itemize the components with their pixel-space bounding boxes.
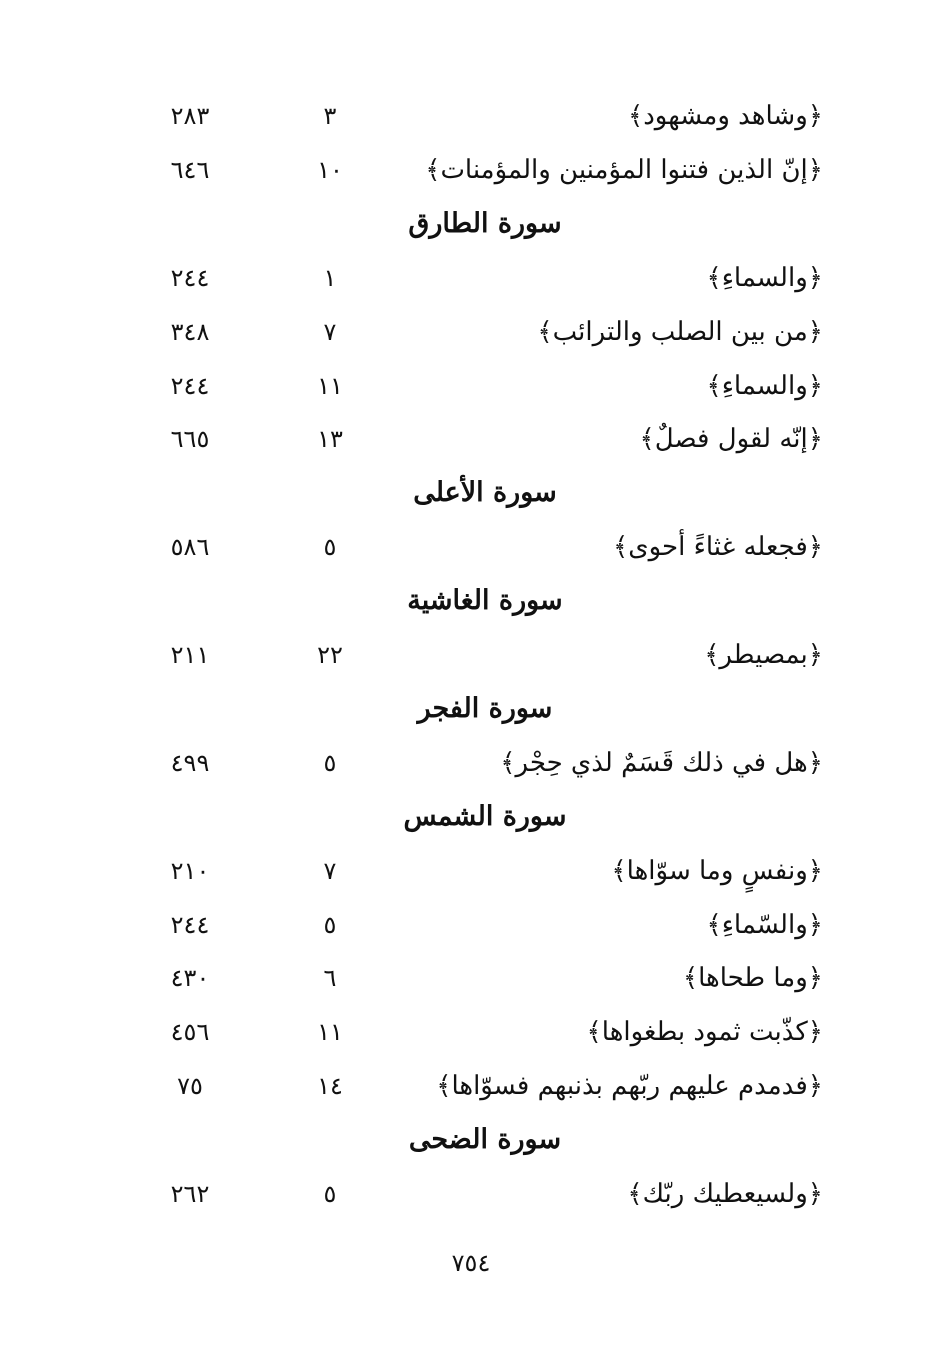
surah-title: سورة الضحى (408, 1124, 562, 1155)
ayah-number: ٥ (323, 749, 337, 777)
index-entry (0, 413, 943, 465)
verse-quote (613, 521, 823, 573)
page-reference: ٦٦٥ (170, 425, 210, 453)
index-entry (0, 360, 943, 412)
ayah-number: ١٠ (317, 156, 343, 184)
ayah-number: ٢٢ (317, 641, 343, 669)
index-entry (0, 1168, 943, 1220)
ornate-bracket-close-icon: ﴾ (706, 910, 722, 940)
index-entry (0, 90, 943, 142)
ornate-bracket-close-icon: ﴾ (627, 1179, 643, 1209)
page-reference: ٢١١ (170, 641, 210, 669)
ornate-bracket-close-icon: ﴾ (537, 317, 553, 347)
surah-title: سورة الشمس (403, 801, 567, 832)
index-entry (0, 952, 943, 1004)
ornate-bracket-open-icon: ﴿ (807, 856, 823, 886)
verse-text: ولسيعطيك ربّك (642, 1179, 808, 1209)
ornate-bracket-open-icon: ﴿ (807, 155, 823, 185)
surah-heading (0, 791, 943, 843)
verse-quote (587, 1006, 823, 1058)
ayah-number: ١١ (317, 372, 343, 400)
ornate-bracket-close-icon: ﴾ (706, 371, 722, 401)
verse-quote (537, 306, 823, 358)
page-reference: ٢٤٤ (170, 264, 210, 292)
ayah-number: ١ (323, 264, 337, 292)
verse-text: فجعله غثاءً أحوى (628, 532, 808, 562)
surah-title: سورة الطارق (408, 208, 562, 239)
surah-title: سورة الغاشية (407, 585, 563, 616)
ornate-bracket-open-icon: ﴿ (807, 424, 823, 454)
verse-text: هل في ذلك قَسَمٌ لذي حِجْر (515, 748, 808, 778)
ornate-bracket-close-icon: ﴾ (682, 963, 699, 993)
verse-quote (704, 629, 823, 681)
index-entry (0, 737, 943, 789)
ornate-bracket-open-icon: ﴿ (807, 1179, 823, 1209)
ornate-bracket-open-icon: ﴿ (807, 1071, 823, 1101)
index-entry (0, 306, 943, 358)
ayah-number: ٥ (323, 911, 337, 939)
index-entry (0, 1006, 943, 1058)
index-entry (0, 252, 943, 304)
ornate-bracket-close-icon: ﴾ (706, 263, 722, 293)
index-entry (0, 1060, 943, 1112)
ornate-bracket-close-icon: ﴾ (611, 856, 627, 886)
surah-heading (0, 683, 943, 735)
ayah-number: ٧ (323, 857, 337, 885)
index-entry (0, 899, 943, 951)
verse-quote (425, 144, 823, 196)
ornate-bracket-open-icon: ﴿ (807, 748, 823, 778)
ornate-bracket-close-icon: ﴾ (639, 424, 655, 454)
surah-heading (0, 1114, 943, 1166)
ayah-number: ١١ (317, 1018, 343, 1046)
page-reference: ٢٤٤ (170, 372, 210, 400)
page-reference: ٤٥٦ (170, 1018, 210, 1046)
index-entry (0, 845, 943, 897)
surah-title: سورة الأعلى (413, 477, 557, 508)
page-reference: ٢٦٢ (170, 1180, 210, 1208)
page-reference: ٢٤٤ (170, 911, 210, 939)
ornate-bracket-open-icon: ﴿ (807, 963, 823, 993)
ornate-bracket-close-icon: ﴾ (425, 155, 441, 185)
ayah-number: ٦ (323, 964, 337, 992)
page-reference: ٢٨٣ (170, 102, 210, 130)
ayah-number: ٣ (323, 102, 337, 130)
ornate-bracket-close-icon: ﴾ (586, 1017, 602, 1047)
page-reference: ٣٤٨ (170, 318, 210, 346)
ornate-bracket-open-icon: ﴿ (807, 371, 823, 401)
page-number: ٧٥٤ (451, 1249, 491, 1277)
page-reference: ٤٣٠ (170, 964, 210, 992)
index-entry (0, 629, 943, 681)
verse-text: كذّبت ثمود بطغواها (601, 1017, 808, 1047)
verse-text: إنّه لقول فصلٌ (654, 424, 808, 454)
verse-quote (706, 360, 823, 412)
ornate-bracket-close-icon: ﴾ (500, 748, 516, 778)
verse-quote (500, 737, 823, 789)
verse-text: وشاهد ومشهود (643, 101, 808, 131)
ornate-bracket-close-icon: ﴾ (704, 640, 720, 670)
surah-heading (0, 575, 943, 627)
ornate-bracket-open-icon: ﴿ (807, 101, 823, 131)
verse-text: ونفسٍ وما سوّاها (626, 856, 808, 886)
verse-quote (683, 952, 823, 1004)
index-entry (0, 144, 943, 196)
page-reference: ٧٥ (177, 1072, 203, 1100)
verse-quote (640, 413, 823, 465)
verse-quote (706, 252, 823, 304)
verse-text: فدمدم عليهم ربّهم بذنبهم فسوّاها (451, 1071, 808, 1101)
verse-text: إنّ الذين فتنوا المؤمنين والمؤمنات (440, 155, 808, 185)
ornate-bracket-open-icon: ﴿ (807, 317, 823, 347)
ornate-bracket-open-icon: ﴿ (807, 910, 823, 940)
ornate-bracket-close-icon: ﴾ (627, 101, 644, 131)
ornate-bracket-open-icon: ﴿ (807, 640, 823, 670)
ayah-number: ٧ (323, 318, 337, 346)
verse-quote (706, 899, 823, 951)
ayah-number: ١٤ (317, 1072, 343, 1100)
ayah-number: ٥ (323, 533, 337, 561)
ornate-bracket-open-icon: ﴿ (807, 1017, 823, 1047)
verse-text: والسماءِ (721, 263, 808, 293)
surah-title: سورة الفجر (417, 693, 553, 724)
verse-text: بمصيطر (719, 640, 808, 670)
ornate-bracket-open-icon: ﴿ (807, 532, 823, 562)
surah-heading (0, 198, 943, 250)
verse-text: والسماءِ (721, 371, 808, 401)
ornate-bracket-close-icon: ﴾ (436, 1071, 452, 1101)
verse-text: والسّماءِ (721, 910, 808, 940)
page-reference: ٤٩٩ (170, 749, 210, 777)
ornate-bracket-open-icon: ﴿ (807, 263, 823, 293)
verse-text: وما طحاها (698, 963, 808, 993)
page-reference: ٢١٠ (170, 857, 210, 885)
ayah-number: ١٣ (317, 425, 343, 453)
ornate-bracket-close-icon: ﴾ (613, 532, 629, 562)
index-entry (0, 521, 943, 573)
page-reference: ٥٨٦ (170, 533, 210, 561)
page-reference: ٦٤٦ (170, 156, 210, 184)
verse-text: من بين الصلب والترائب (552, 317, 808, 347)
surah-heading (0, 467, 943, 519)
ayah-number: ٥ (323, 1180, 337, 1208)
verse-quote (436, 1060, 823, 1112)
verse-quote (628, 90, 823, 142)
verse-quote (627, 1168, 823, 1220)
verse-quote (611, 845, 823, 897)
